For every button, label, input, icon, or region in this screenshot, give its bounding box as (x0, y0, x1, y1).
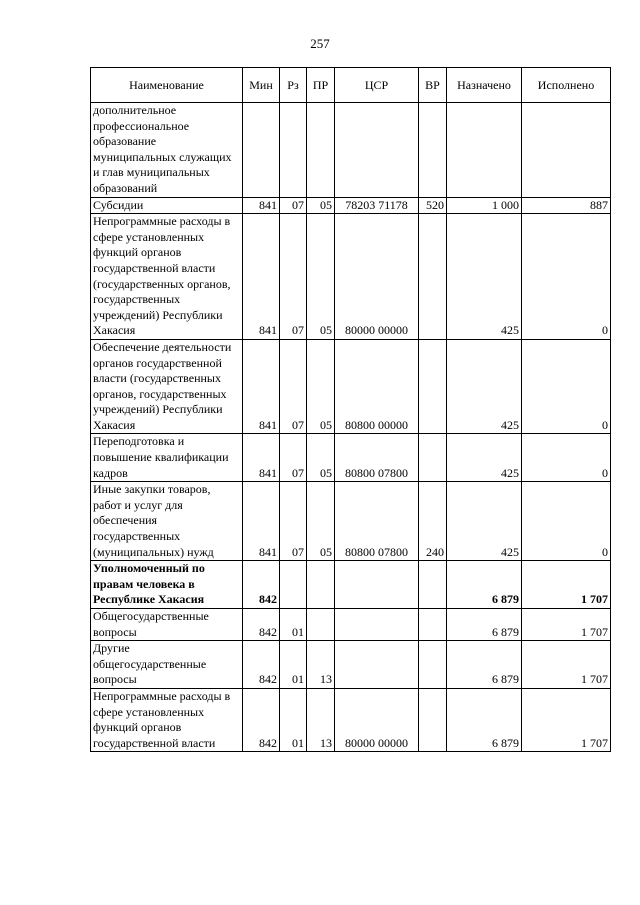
cell-pr: 05 (307, 339, 335, 434)
cell-csr: 80800 07800 (335, 482, 419, 561)
cell-name: Иные закупки товаров, работ и услуг для обеспечения государственных (муниципальных) нужд (91, 482, 243, 561)
cell-vr (419, 609, 447, 641)
cell-csr (335, 561, 419, 609)
cell-assigned: 425 (447, 482, 522, 561)
cell-pr (307, 609, 335, 641)
table-row (91, 103, 611, 198)
cell-assigned (447, 103, 522, 198)
cell-rz (280, 561, 307, 609)
cell-rz: 07 (280, 482, 307, 561)
cell-csr: 80000 00000 (335, 214, 419, 340)
cell-assigned: 6 879 (447, 561, 522, 609)
cell-csr (335, 103, 419, 198)
cell-pr: 13 (307, 688, 335, 751)
cell-assigned: 425 (447, 434, 522, 482)
cell-name: Уполномоченный по правам человека в Республике Хакасия (91, 561, 243, 609)
header-pr: ПР (307, 68, 335, 103)
table-row (91, 214, 611, 340)
cell-pr: 05 (307, 482, 335, 561)
cell-name: Переподготовка и повышение квалификации кадров (91, 434, 243, 482)
cell-rz: 01 (280, 688, 307, 751)
header-min: Мин (243, 68, 280, 103)
cell-min: 842 (243, 641, 280, 689)
table-row (91, 197, 611, 214)
cell-pr: 13 (307, 641, 335, 689)
cell-min: 841 (243, 434, 280, 482)
cell-executed: 887 (522, 197, 611, 214)
cell-executed: 1 707 (522, 688, 611, 751)
cell-name: Другие общегосударственные вопросы (91, 641, 243, 689)
table-row (91, 482, 611, 561)
cell-min: 842 (243, 688, 280, 751)
cell-pr (307, 561, 335, 609)
header-vr: ВР (419, 68, 447, 103)
table-row (91, 339, 611, 434)
cell-min: 841 (243, 197, 280, 214)
cell-executed: 1 707 (522, 561, 611, 609)
cell-vr (419, 214, 447, 340)
cell-min: 842 (243, 561, 280, 609)
cell-rz (280, 103, 307, 198)
table-row (91, 688, 611, 751)
cell-rz: 07 (280, 214, 307, 340)
cell-pr: 05 (307, 214, 335, 340)
cell-vr (419, 339, 447, 434)
cell-rz: 01 (280, 641, 307, 689)
header-name: Наименование (91, 68, 243, 103)
cell-assigned: 6 879 (447, 609, 522, 641)
budget-table (90, 67, 611, 752)
cell-pr (307, 103, 335, 198)
cell-vr (419, 434, 447, 482)
cell-assigned: 6 879 (447, 641, 522, 689)
header-rz: Рз (280, 68, 307, 103)
cell-csr: 78203 71178 (335, 197, 419, 214)
cell-rz: 07 (280, 339, 307, 434)
cell-rz: 07 (280, 434, 307, 482)
cell-vr: 240 (419, 482, 447, 561)
cell-csr (335, 641, 419, 689)
cell-assigned: 425 (447, 214, 522, 340)
table-row (91, 609, 611, 641)
cell-min (243, 103, 280, 198)
cell-name: Общегосударственные вопросы (91, 609, 243, 641)
table-row (91, 434, 611, 482)
cell-executed: 0 (522, 339, 611, 434)
cell-vr (419, 103, 447, 198)
cell-vr (419, 688, 447, 751)
page-number: 257 (310, 36, 330, 51)
cell-csr: 80800 07800 (335, 434, 419, 482)
cell-name: Обеспечение деятельности органов государственной власти (государственных органов, государственных учреждений) Республики Хакасия (91, 339, 243, 434)
cell-assigned: 6 879 (447, 688, 522, 751)
cell-executed: 0 (522, 214, 611, 340)
cell-pr: 05 (307, 434, 335, 482)
cell-assigned: 1 000 (447, 197, 522, 214)
cell-min: 841 (243, 482, 280, 561)
cell-pr: 05 (307, 197, 335, 214)
cell-vr (419, 641, 447, 689)
header-assigned: Назначено (447, 68, 522, 103)
cell-min: 842 (243, 609, 280, 641)
cell-assigned: 425 (447, 339, 522, 434)
table-header-row (91, 68, 611, 103)
cell-rz: 01 (280, 609, 307, 641)
cell-name: Непрограммные расходы в сфере установленных функций органов государственной власти (91, 688, 243, 751)
cell-rz: 07 (280, 197, 307, 214)
table-row (91, 641, 611, 689)
cell-executed: 0 (522, 482, 611, 561)
cell-csr: 80800 00000 (335, 339, 419, 434)
cell-name: Непрограммные расходы в сфере установленных функций органов государственной власти (государственных органов, государственных учреждений) Республики Хакасия (91, 214, 243, 340)
header-executed: Исполнено (522, 68, 611, 103)
cell-vr: 520 (419, 197, 447, 214)
cell-executed: 1 707 (522, 609, 611, 641)
cell-executed (522, 103, 611, 198)
cell-min: 841 (243, 214, 280, 340)
cell-name: дополнительное профессиональное образование муниципальных служащих и глав муниципальных образований (91, 103, 243, 198)
table-row (91, 561, 611, 609)
cell-csr: 80000 00000 (335, 688, 419, 751)
header-csr: ЦСР (335, 68, 419, 103)
cell-executed: 1 707 (522, 641, 611, 689)
cell-csr (335, 609, 419, 641)
cell-name: Субсидии (91, 197, 243, 214)
cell-vr (419, 561, 447, 609)
cell-min: 841 (243, 339, 280, 434)
cell-executed: 0 (522, 434, 611, 482)
